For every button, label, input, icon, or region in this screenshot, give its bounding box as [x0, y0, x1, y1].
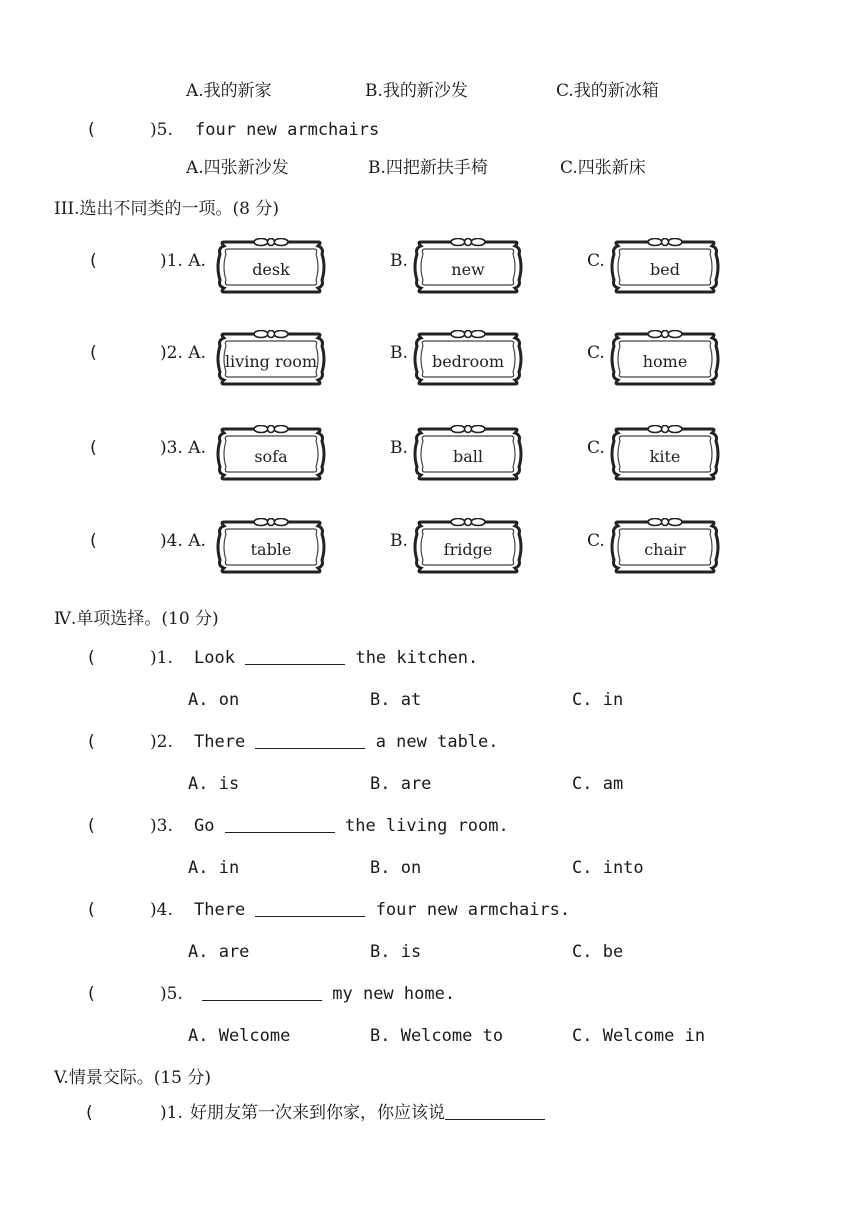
q4-option-c: C.我的新冰箱 — [556, 81, 659, 101]
question-number: )3. — [150, 816, 173, 836]
option-b[interactable]: B. Welcome to — [370, 1026, 504, 1046]
question-pre: There — [194, 900, 246, 920]
word-card-b[interactable] — [413, 238, 523, 296]
answer-paren-open: ( — [88, 438, 99, 458]
question-text — [194, 814, 509, 838]
word-card-c[interactable] — [610, 330, 720, 388]
option-a[interactable]: A. in — [188, 858, 240, 878]
option-letter-c: C. — [587, 343, 605, 363]
question-number: )4. A. — [160, 531, 206, 551]
option-letter-c: C. — [587, 438, 605, 458]
answer-blank[interactable] — [225, 814, 335, 833]
question-number: )1. A. — [160, 251, 206, 271]
answer-blank[interactable] — [255, 730, 365, 749]
word-card-text: fridge — [443, 540, 493, 559]
question-pre: There — [194, 732, 246, 752]
answer-paren-open: ( — [88, 251, 99, 271]
word-card-text: bedroom — [431, 352, 505, 371]
option-b[interactable]: B. are — [370, 774, 432, 794]
question-number: )1. — [160, 1103, 183, 1123]
answer-blank[interactable] — [245, 646, 345, 665]
q5-option-c: C.四张新床 — [560, 158, 646, 178]
option-letter-b: B. — [390, 343, 408, 363]
answer-blank[interactable] — [202, 982, 322, 1001]
question-post: the kitchen. — [355, 648, 479, 668]
word-card-c[interactable] — [610, 425, 720, 483]
option-a[interactable]: A. is — [188, 774, 240, 794]
option-letter-b: B. — [390, 251, 408, 271]
section-title: V.情景交际。(15 分) — [54, 1068, 212, 1088]
question-number: )1. — [150, 648, 173, 668]
answer-paren-open: ( — [86, 648, 97, 668]
question-pre: Go — [194, 816, 215, 836]
word-card-a[interactable] — [216, 238, 326, 296]
answer-paren-open: ( — [84, 1103, 95, 1123]
option-letter-b: B. — [390, 531, 408, 551]
option-c[interactable]: C. Welcome in — [572, 1026, 706, 1046]
answer-blank[interactable] — [445, 1101, 545, 1120]
word-card-text: bed — [650, 260, 680, 279]
word-card-text: ball — [452, 447, 483, 466]
question-number: )5. — [160, 984, 183, 1004]
word-card-text: new — [451, 260, 485, 279]
question-number: )2. A. — [160, 343, 206, 363]
section-title: III.选出不同类的一项。(8 分) — [54, 199, 280, 219]
question-text — [194, 646, 478, 670]
answer-paren-open: ( — [86, 984, 97, 1004]
option-a[interactable]: A. are — [188, 942, 250, 962]
option-c[interactable]: C. into — [572, 858, 644, 878]
question-number: )3. A. — [160, 438, 206, 458]
q4-option-b: B.我的新沙发 — [365, 81, 468, 101]
word-card-a[interactable] — [216, 330, 326, 388]
option-letter-c: C. — [587, 251, 605, 271]
word-card-c[interactable] — [610, 518, 720, 576]
question-post: a new table. — [375, 732, 499, 752]
q5-option-a: A.四张新沙发 — [186, 158, 289, 178]
question-text-content: 好朋友第一次来到你家，你应该说 — [190, 1103, 445, 1123]
word-card-text: chair — [644, 540, 686, 559]
option-c[interactable]: C. am — [572, 774, 624, 794]
section-title: Ⅳ.单项选择。(10 分) — [54, 609, 219, 629]
answer-paren-open: ( — [86, 732, 97, 752]
option-b[interactable]: B. on — [370, 858, 422, 878]
word-card-a[interactable] — [216, 425, 326, 483]
question-post: my new home. — [332, 984, 456, 1004]
question-number: )5. — [150, 120, 173, 140]
answer-blank[interactable] — [255, 898, 365, 917]
answer-paren-open: ( — [88, 343, 99, 363]
answer-paren-open: ( — [86, 900, 97, 920]
question-text: four new armchairs — [195, 120, 380, 140]
q5-option-b: B.四把新扶手椅 — [368, 158, 488, 178]
word-card-text: kite — [649, 447, 681, 466]
q4-option-a: A.我的新家 — [186, 81, 272, 101]
word-card-text: table — [250, 540, 292, 559]
question-text — [194, 898, 570, 922]
option-letter-b: B. — [390, 438, 408, 458]
question-pre: Look — [194, 648, 235, 668]
word-card-c[interactable] — [610, 238, 720, 296]
word-card-b[interactable] — [413, 330, 523, 388]
question-text — [194, 730, 499, 754]
word-card-text: home — [642, 352, 688, 371]
option-b[interactable]: B. is — [370, 942, 422, 962]
option-a[interactable]: A. on — [188, 690, 240, 710]
option-a[interactable]: A. Welcome — [188, 1026, 291, 1046]
word-card-text: desk — [252, 260, 290, 279]
word-card-text: sofa — [254, 447, 288, 466]
answer-paren-open: ( — [86, 120, 97, 140]
option-c[interactable]: C. be — [572, 942, 624, 962]
question-number: )4. — [150, 900, 173, 920]
question-text — [202, 982, 455, 1006]
option-c[interactable]: C. in — [572, 690, 624, 710]
question-text — [190, 1101, 545, 1125]
answer-paren-open: ( — [86, 816, 97, 836]
word-card-text: living room — [224, 352, 318, 371]
word-card-b[interactable] — [413, 425, 523, 483]
word-card-a[interactable] — [216, 518, 326, 576]
question-post: four new armchairs. — [375, 900, 571, 920]
option-letter-c: C. — [587, 531, 605, 551]
word-card-b[interactable] — [413, 518, 523, 576]
answer-paren-open: ( — [88, 531, 99, 551]
question-number: )2. — [150, 732, 173, 752]
option-b[interactable]: B. at — [370, 690, 422, 710]
question-post: the living room. — [344, 816, 509, 836]
